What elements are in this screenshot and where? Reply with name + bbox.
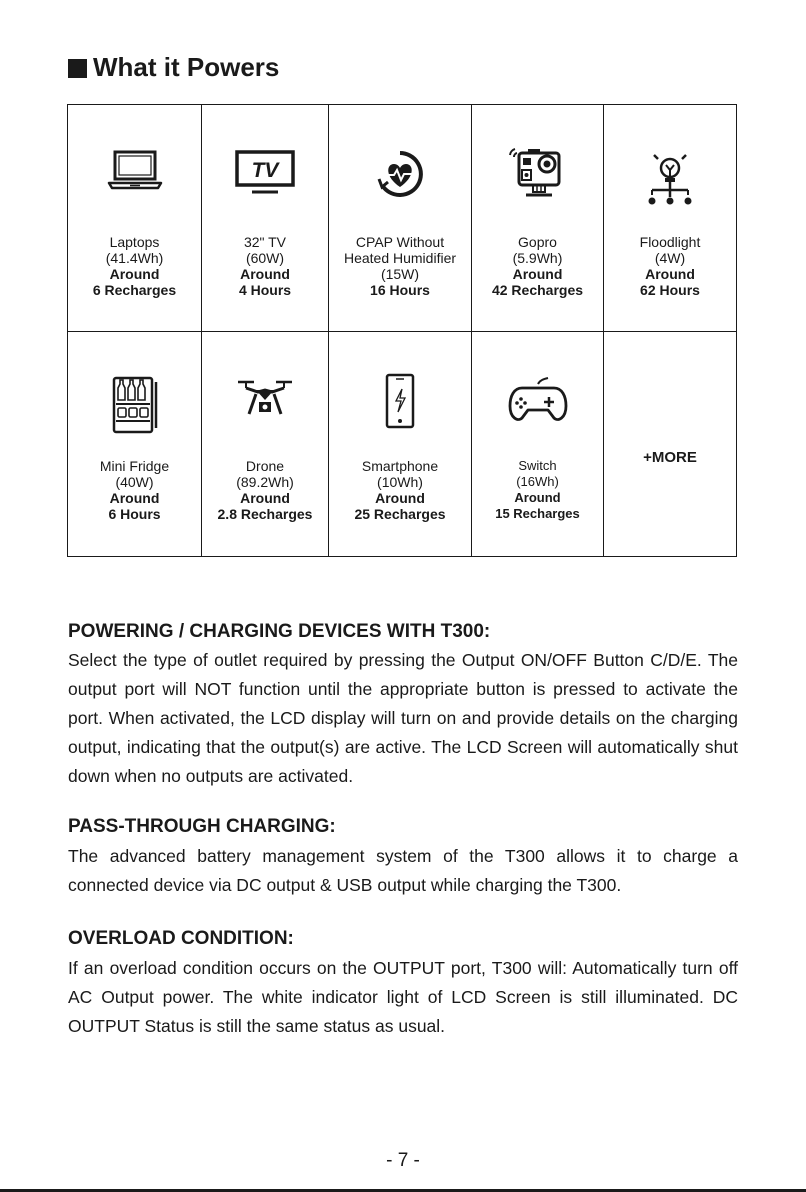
laptop-icon bbox=[106, 149, 164, 193]
device-label-mini-fridge: Mini Fridge (40W) Around 6 Hours bbox=[99, 458, 170, 522]
device-label-floodlight: Floodlight (4W) Around 62 Hours bbox=[639, 234, 701, 298]
devices-row-2 bbox=[68, 332, 736, 556]
device-label-tv: 32" TV (60W) Around 4 Hours bbox=[238, 234, 292, 298]
heading-powering-charging: POWERING / CHARGING DEVICES WITH T300: bbox=[68, 621, 491, 642]
what-it-powers-title bbox=[68, 52, 279, 83]
device-label-gopro: Gopro (5.9Wh) Around 42 Recharges bbox=[491, 234, 584, 298]
devices-grid bbox=[67, 104, 737, 557]
device-label-smartphone: Smartphone (10Wh) Around 25 Recharges bbox=[354, 458, 446, 522]
game-controller-icon bbox=[508, 374, 568, 426]
drone-icon bbox=[234, 376, 296, 420]
cpap-heart-icon bbox=[375, 149, 425, 199]
smartphone-icon bbox=[383, 372, 417, 430]
device-cell-switch bbox=[472, 332, 604, 556]
device-cell-cpap bbox=[329, 105, 472, 331]
heading-pass-through: PASS-THROUGH CHARGING: bbox=[68, 816, 336, 837]
page-number: - 7 - bbox=[386, 1150, 420, 1171]
device-label-laptops: Laptops (41.4Wh) Around 6 Recharges bbox=[92, 234, 177, 298]
svg-text:TV: TV bbox=[251, 159, 279, 182]
device-label-cpap: CPAP Without Heated Humidifier (15W) 16 Hours bbox=[343, 234, 457, 298]
more-devices-label: +MORE bbox=[643, 449, 697, 466]
device-label-switch: Switch (16Wh) Around 15 Recharges bbox=[495, 458, 580, 521]
device-label-drone: Drone (89.2Wh) Around 2.8 Recharges bbox=[217, 458, 313, 522]
device-cell-tv bbox=[202, 105, 329, 331]
gopro-camera-icon bbox=[506, 145, 570, 203]
floodlight-bulb-icon bbox=[646, 149, 694, 215]
device-cell-drone bbox=[202, 332, 329, 556]
device-cell-floodlight bbox=[604, 105, 736, 331]
device-cell-mini-fridge bbox=[68, 332, 202, 556]
device-cell-smartphone bbox=[329, 332, 472, 556]
device-cell-gopro bbox=[472, 105, 604, 331]
tv-icon bbox=[234, 149, 296, 197]
paragraph-overload: If an overload condition occurs on the OUTPUT port, T300 will: Automatically turn off AC Output power. The white indicator light of LCD Screen is still illuminated. DC OUTPUT Status is still the same status as usual. bbox=[68, 958, 738, 1036]
device-cell-more bbox=[604, 332, 736, 556]
black-square-icon bbox=[68, 59, 87, 78]
section-title-text: What it Powers bbox=[93, 52, 280, 82]
paragraph-powering-charging: Select the type of outlet required by pressing the Output ON/OFF Button C/D/E. The output port will NOT function until the appropriate button is pressed to activate the port. When activated, the LCD display will turn on and provide details on the charging output, indicating that the output(s) are active. The LCD Screen will automatically shut down when no outputs are activated. bbox=[68, 650, 738, 786]
devices-row-1 bbox=[68, 105, 736, 332]
paragraph-pass-through: The advanced battery management system of the T300 allows it to charge a connected device via DC output & USB output while charging the T300. bbox=[68, 846, 738, 895]
heading-overload: OVERLOAD CONDITION: bbox=[68, 928, 294, 949]
mini-fridge-icon bbox=[110, 372, 160, 438]
device-cell-laptops bbox=[68, 105, 202, 331]
